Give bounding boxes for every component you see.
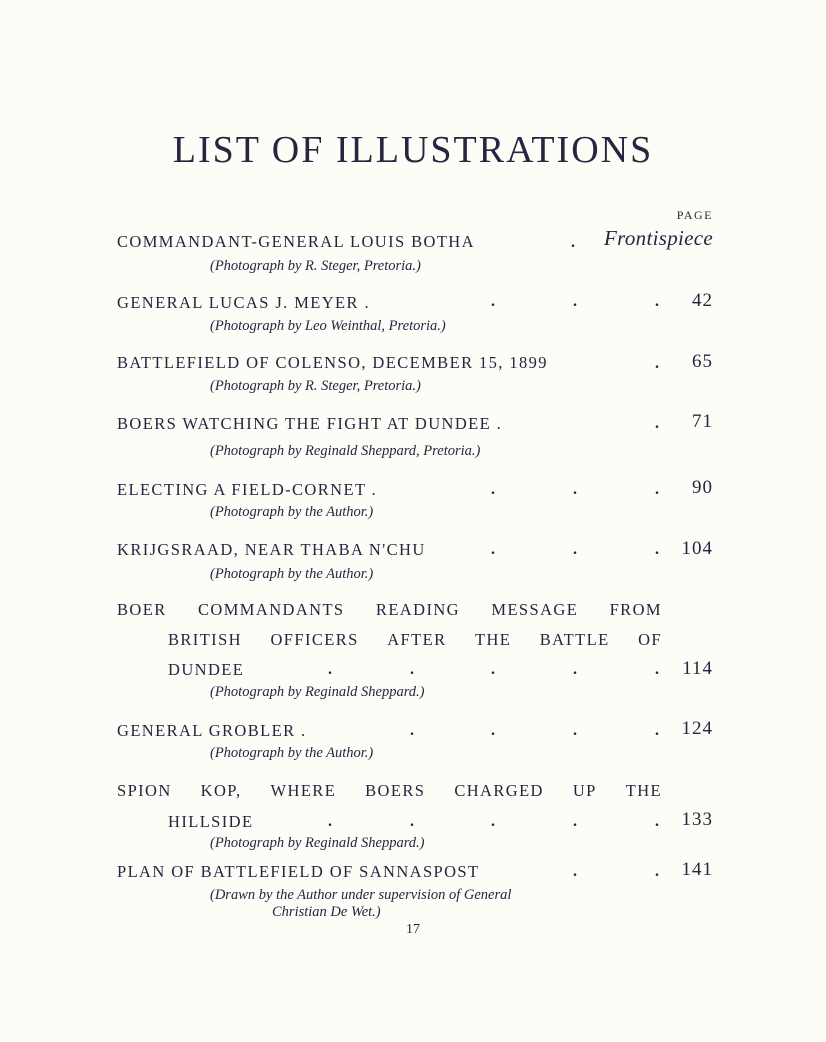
entry-page: 104 <box>681 538 713 559</box>
entry-credit: (Photograph by Leo Weinthal, Pretoria.) <box>210 318 446 334</box>
word: KOP, <box>200 781 242 800</box>
entry-title: GENERAL GROBLER . <box>117 721 307 740</box>
word: OFFICERS <box>270 630 359 649</box>
entry-credit: (Photograph by Reginald Sheppard.) <box>210 684 425 700</box>
entry-title: KRIJGSRAAD, NEAR THABA N'CHU <box>117 540 426 559</box>
word: CHARGED <box>454 781 544 800</box>
entry-credit: (Photograph by R. Steger, Pretoria.) <box>210 378 421 394</box>
word: BOER <box>117 600 167 619</box>
word: THE <box>625 781 662 800</box>
entry-page: 71 <box>692 411 713 432</box>
word: OF <box>638 630 662 649</box>
entry-title: COMMANDANT-GENERAL LOUIS BOTHA <box>117 232 475 251</box>
entry-credit: (Drawn by the Author under supervision of General <box>210 887 512 903</box>
word: SPION <box>117 781 172 800</box>
book-page: LIST OF ILLUSTRATIONS PAGE COMMANDANT-GENERAL LOUIS BOTHA . Frontispiece (Photograph by R. Steger, Pretoria.) GENERAL LUCAS J. MEYER . . . . 42 (Photograph by Leo Weinthal, Pretoria.) BATTLEFIELD OF COLENSO, DECEMBER 15, 1899 . 65 (Photograph by R. Steger, Pretoria.) BOERS WATCHING THE FIGHT AT DUNDEE . . 71 (Photograph by Reginald Sheppard, Pretoria.) ELECTING A FIELD-CORNET . . . . 90 (Photograph by the Author.) KRIJGSRAAD, NEAR THABA N'CHU . . . 104 (Photograph by the Author.) BOER COMMANDANTS READING MESSAGE FROM BRITISH OFFICERS AFTER THE BATTLE OF DUNDEE . . . . . 114 (Photograph by Reginald Sheppard.) GENERAL GROBLER . . . . . 124 (Photograph by the Author.) SPION KOP, WHERE BOERS CHARGED UP THE HILLSIDE . . . . . 133 (Photograph by Reginald Sheppard.) PLAN OF BATTLEFIELD OF SANNASPOST . . 141 (Drawn by the Author under supervision of General Christian De Wet.) 17 <box>0 0 826 1042</box>
word: BATTLE <box>539 630 610 649</box>
page-title: LIST OF ILLUSTRATIONS <box>172 129 654 171</box>
page-column-label: PAGE <box>676 208 713 222</box>
entry-page: 90 <box>692 477 713 498</box>
word: COMMANDANTS <box>198 600 345 619</box>
word: THE <box>474 630 512 649</box>
entry-credit: (Photograph by the Author.) <box>210 504 374 520</box>
word: MESSAGE <box>491 600 579 619</box>
entry-credit: (Photograph by Reginald Sheppard, Pretoria.) <box>210 443 481 459</box>
entry-page: 42 <box>692 290 713 311</box>
word: UP <box>572 781 597 800</box>
entry-credit: (Photograph by Reginald Sheppard.) <box>210 835 425 851</box>
entry-page: 133 <box>681 809 713 830</box>
entry-page: 124 <box>681 718 713 739</box>
entry-credit: (Photograph by R. Steger, Pretoria.) <box>210 258 421 274</box>
entry-credit: (Photograph by the Author.) <box>210 745 374 761</box>
entry-page: Frontispiece <box>604 226 713 250</box>
word: BRITISH <box>168 630 242 649</box>
entry-title: GENERAL LUCAS J. MEYER . <box>117 293 370 312</box>
entry-page: 65 <box>692 351 713 372</box>
entry-title-line-2 <box>168 630 662 650</box>
entry-credit: (Photograph by the Author.) <box>210 566 374 582</box>
entry-title: BOERS WATCHING THE FIGHT AT DUNDEE . <box>117 414 503 433</box>
entry-title: HILLSIDE <box>168 812 254 831</box>
word: FROM <box>609 600 662 619</box>
word: WHERE <box>270 781 337 800</box>
entry-title: PLAN OF BATTLEFIELD OF SANNASPOST <box>117 862 480 881</box>
entry-page: 141 <box>681 859 713 880</box>
entry-credit-continued: Christian De Wet.) <box>272 904 381 920</box>
entry-page: 114 <box>682 658 713 679</box>
entry-title: ELECTING A FIELD-CORNET . <box>117 480 378 499</box>
entry-title: DUNDEE <box>168 660 245 679</box>
word: AFTER <box>387 630 447 649</box>
page-number: 17 <box>406 922 420 937</box>
word: BOERS <box>365 781 426 800</box>
entry-title: BATTLEFIELD OF COLENSO, DECEMBER 15, 1899 <box>117 353 548 372</box>
entry-title-line-1 <box>117 600 662 620</box>
entry-title-line-1 <box>117 781 662 801</box>
word: READING <box>375 600 460 619</box>
